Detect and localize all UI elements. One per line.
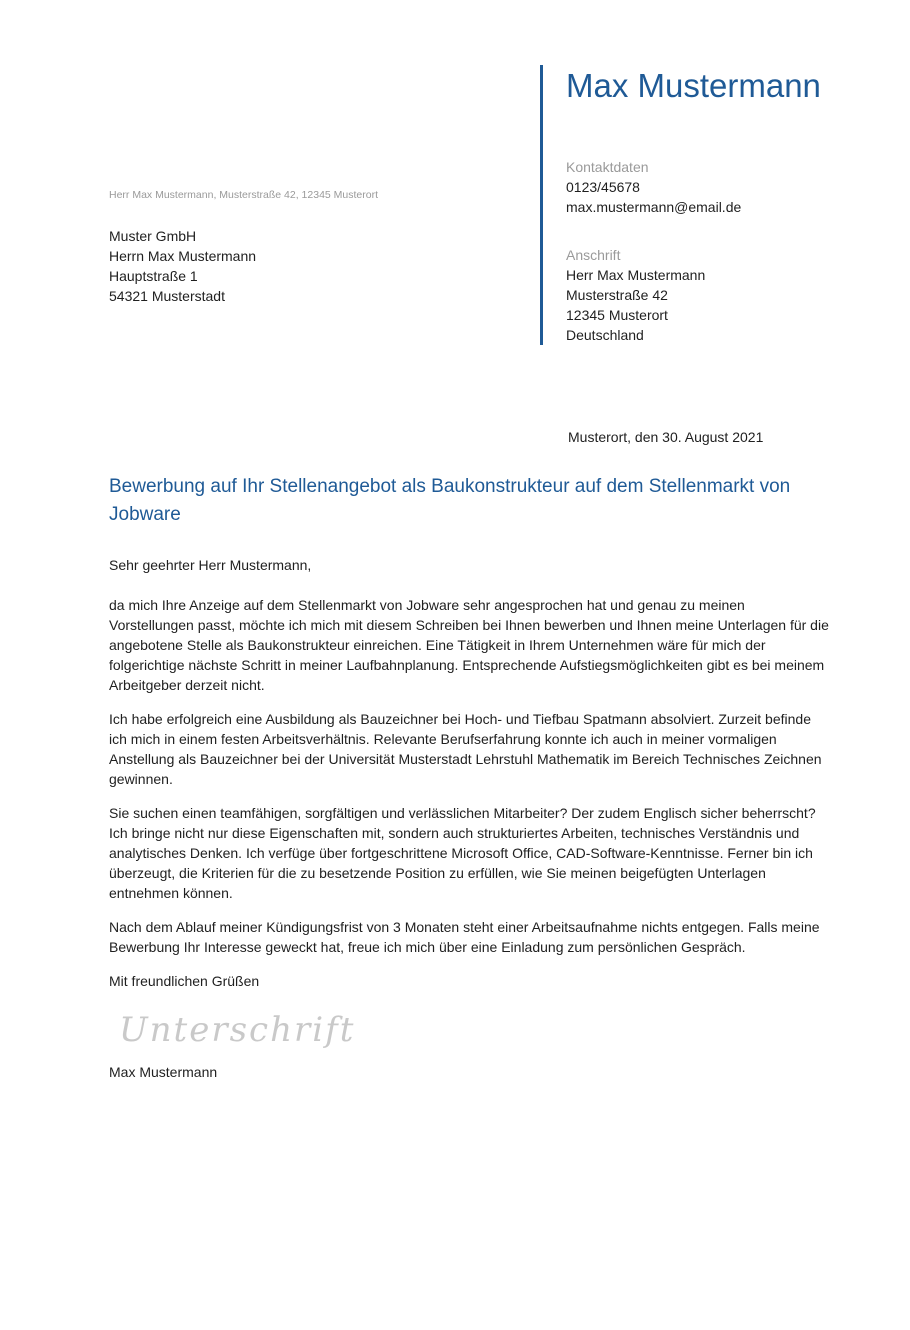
address-line: Musterstraße 42: [566, 287, 668, 303]
signature: Unterschrift: [119, 1010, 356, 1050]
recipient-line: Herrn Max Mustermann: [109, 248, 257, 264]
body-paragraph: Sie suchen einen teamfähigen, sorgfältigen und verlässlichen Mitarbeiter? Der zudem Englisch sicher beherrscht? Ich bringe nicht nur diese Eigenschaften mit, sondern auch strukturiertes Arbeiten, technisches Verständnis und analytisches Denken. Ich verfüge über fortgeschrittene Microsoft Office, CAD-Software-Kenntnisse. Ferner bin ich überzeugt, die Kriterien für die zu besetzende Position zu erfüllen, wie Sie meinen beigefügten Unterlagen entnehmen können.: [109, 805, 816, 901]
body-paragraph: Ich habe erfolgreich eine Ausbildung als Bauzeichner bei Hoch- und Tiefbau Spatmann absolviert. Zurzeit befinde ich mich in einem festen Arbeitsverhältnis. Relevante Berufserfahrung konnte ich auch in meiner vormaligen Anstellung als Bauzeichner bei der Universität Musterstadt Lehrstuhl Mathematik im Bereich Technisches Zeichnen gewinnen.: [109, 711, 822, 787]
address-line: Herr Max Mustermann: [566, 267, 706, 283]
address-label: Anschrift: [566, 247, 621, 263]
address-line: 12345 Musterort: [566, 307, 668, 323]
signed-name: Max Mustermann: [109, 1064, 218, 1080]
recipient-address: [109, 226, 256, 306]
body-paragraph: Nach dem Ablauf meiner Kündigungsfrist von 3 Monaten steht einer Arbeitsaufnahme nichts entgegen. Falls meine Bewerbung Ihr Interesse geweckt hat, freue ich mich über eine Einladung zum persönlichen Gespräch.: [109, 919, 820, 955]
address-line: Deutschland: [566, 327, 644, 343]
recipient-line: 54321 Musterstadt: [109, 288, 225, 304]
contact-section: [566, 157, 741, 217]
letter-subject: Bewerbung auf Ihr Stellenangebot als Baukonstrukteur auf dem Stellenmarkt von Jobware: [109, 476, 791, 525]
address-section: [566, 245, 705, 345]
header-divider-line: [540, 65, 543, 345]
letter-closing: Mit freundlichen Grüßen: [109, 973, 260, 989]
sender-line: Herr Max Mustermann, Musterstraße 42, 12345 Musterort: [109, 189, 379, 201]
contact-label: Kontaktdaten: [566, 159, 649, 175]
letter-body: [109, 595, 831, 971]
letter-date: Musterort, den 30. August 2021: [568, 429, 764, 445]
recipient-line: Muster GmbH: [109, 228, 197, 244]
letter-greeting: Sehr geehrter Herr Mustermann,: [109, 557, 312, 573]
recipient-line: Hauptstraße 1: [109, 268, 198, 284]
email-address: max.mustermann@email.de: [566, 199, 742, 215]
phone-number: 0123/45678: [566, 179, 640, 195]
applicant-name: Max Mustermann: [566, 67, 821, 104]
body-paragraph: da mich Ihre Anzeige auf dem Stellenmarkt von Jobware sehr angesprochen hat und genau zu meinen Vorstellungen passt, möchte ich mich mit diesem Schreiben bei Ihnen bewerben und Ihnen meine Unterlagen für die angebotene Stelle als Baukonstrukteur einreichen. Eine Tätigkeit in Ihrem Unternehmen wäre für mich der folgerichtige nächste Schritt in meiner Laufbahnplanung. Entsprechende Aufstiegsmöglichkeiten gibt es bei meinem Arbeitgeber derzeit nicht.: [109, 597, 829, 693]
